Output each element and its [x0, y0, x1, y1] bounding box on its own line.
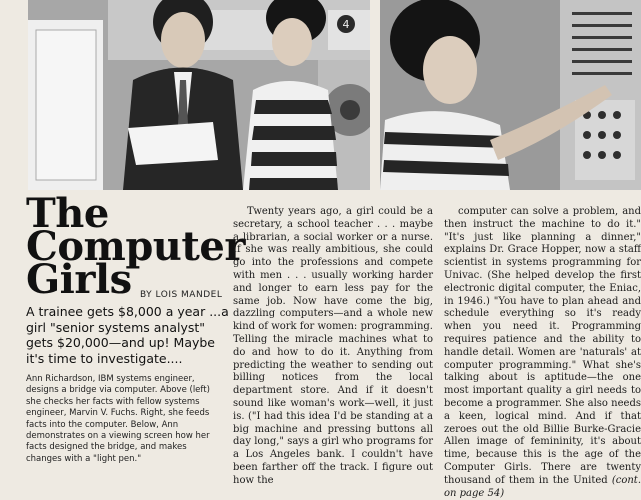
- article-column-middle: Twenty years ago, a girl could be a secretary, a school teacher . . . maybe a librarian, a social worker or a nurse. If she was really ambitious, she could go into the professions and compete with men . . . usually working harder and longer to earn less pay for the same job. Now have come the big, dazzling computers—and a whole new kind of work for women: programming. Telling the miracle machines what to do and how to do it. Anything from predicting the weather to sending out billing notices from the local department store. And if it doesn't sound like woman's work—well, it just is. ("I had this idea I'd be standing at a big machine and pressing buttons all day long," says a girl who programs for a Los Angeles bank. I couldn't have been farther off the track. I figure out how the: [233, 206, 433, 486]
- console-panel-number: 4: [342, 18, 350, 31]
- photo-engineers-at-console: [28, 0, 370, 190]
- article-subhead: A trainee gets $8,000 a year ...a girl "senior systems analyst" gets $20,000—and up! Maybe it's time to investigate....: [26, 304, 229, 366]
- article-column-right-text: computer can solve a problem, and then instruct the machine to do it." "It's just like planning a dinner," explains Dr. Grace Hopper, now a staff scientist in systems programming for Univac. (She helped develop the first electronic digital computer, the Eniac, in 1946.) "You have to plan ahead and schedule everything so it's ready when you need it. Programming requires patience and the ability to handle detail. Women are 'naturals' at computer programming." What she's talking about is aptitude—the one most important quality a girl needs to become a programmer. She also needs a keen, logical mind. And if that zeroes out the old Billie Burke-Gracie Allen image of femininity, it's about time, because this is the age of the Computer Girls. There are twenty thousand of them in the United: [444, 206, 641, 486]
- article-column-right: [444, 206, 641, 500]
- continued-notice: (cont. on page 54): [444, 474, 641, 499]
- article-byline: BY LOIS MANDEL: [140, 290, 223, 300]
- article-headline: The Computer Girls: [26, 190, 245, 303]
- photo-caption: Ann Richardson, IBM systems engineer, designs a bridge via computer. Above (left) she checks her facts with fellow systems engineer, Marvin V. Fuchs. Right, she feeds facts into the computer. Below, Ann demonstrates on a viewing screen how her facts designed the bridge, and makes changes with a "light pen.": [26, 374, 210, 464]
- photo-woman-at-computer: [380, 0, 641, 190]
